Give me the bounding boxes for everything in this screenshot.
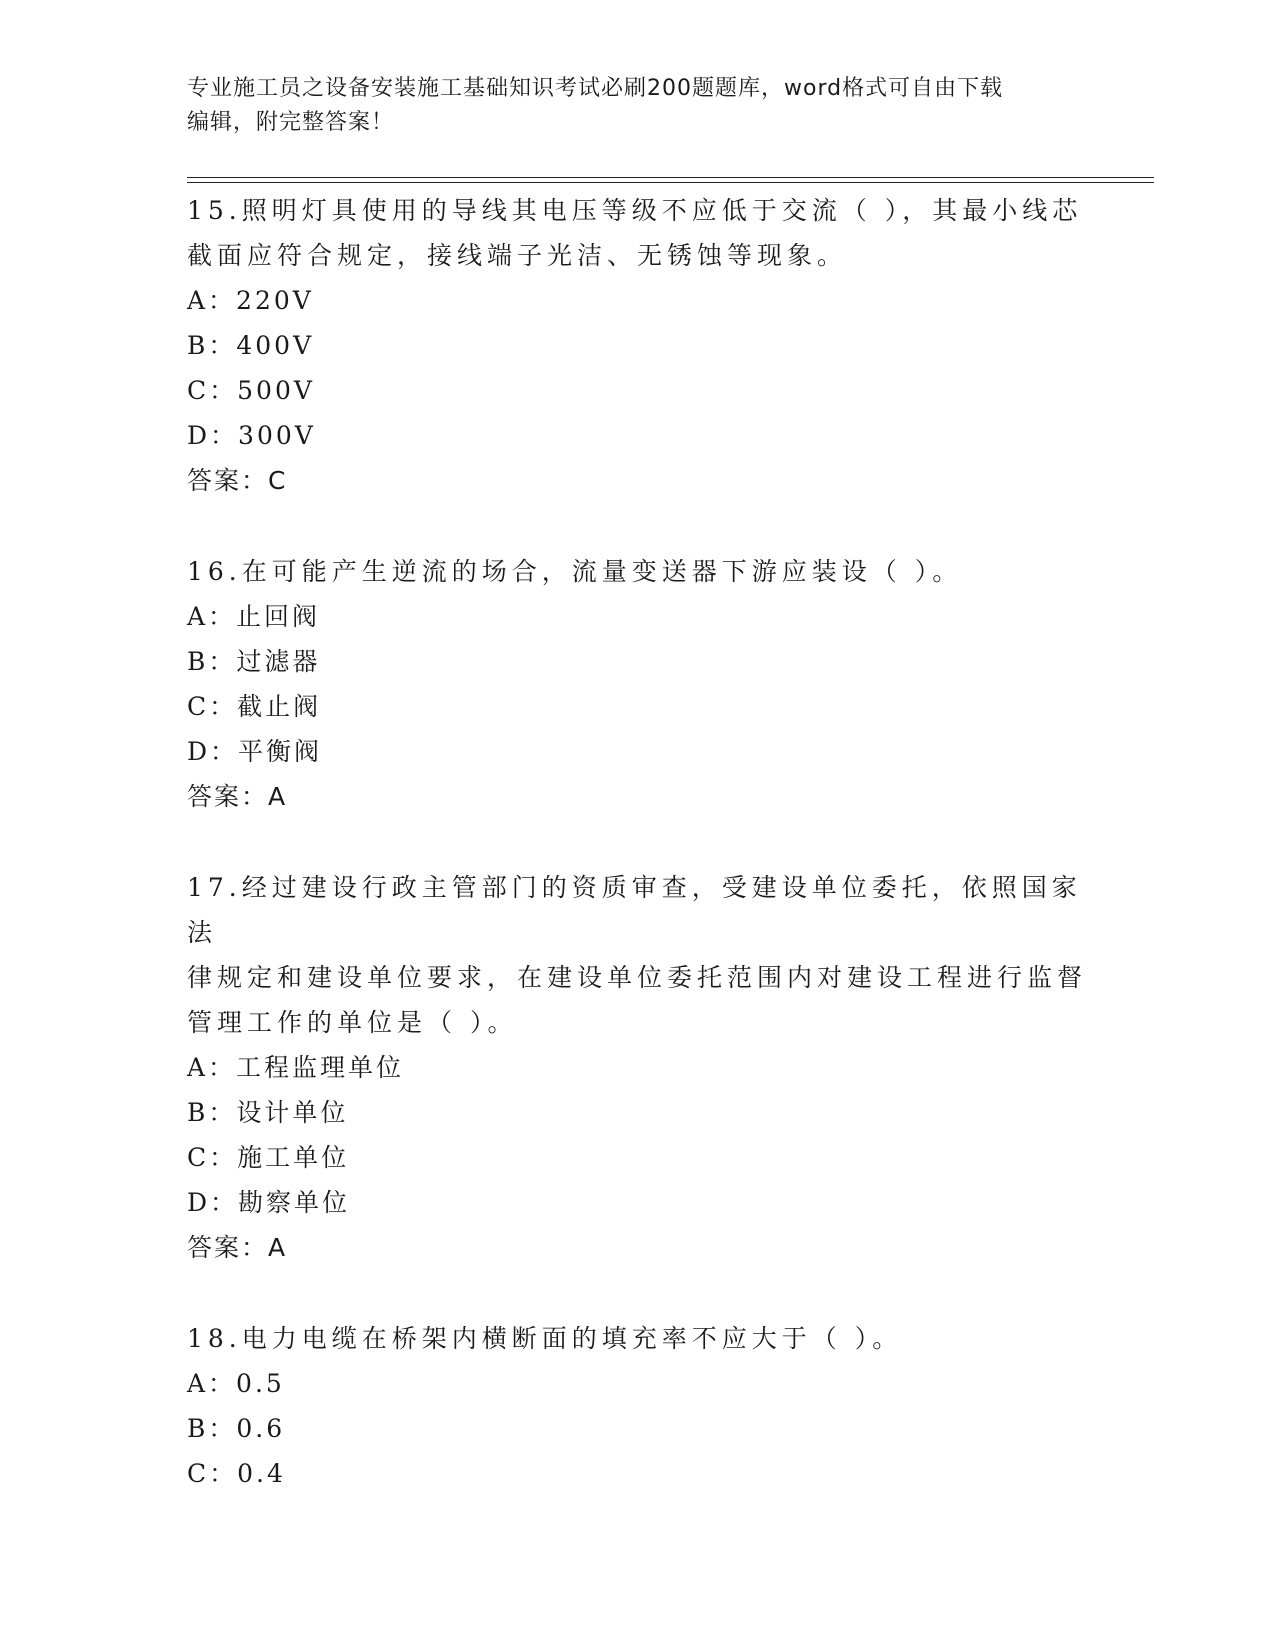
- question-17: [187, 865, 1087, 1270]
- option-b: B：0.6: [187, 1414, 286, 1443]
- question-stem-line: 管理工作的单位是（ ）。: [187, 1008, 518, 1037]
- document-header: [187, 72, 1067, 140]
- header-line-1: 专业施工员之设备安装施工基础知识考试必刷200题题库，word格式可自由下载: [187, 76, 1004, 101]
- question-stem-line: 18.电力电缆在桥架内横断面的填充率不应大于（ ）。: [187, 1324, 903, 1353]
- header-divider-bottom: [187, 182, 1154, 183]
- option-c: C：0.4: [187, 1459, 286, 1488]
- header-divider-top: [187, 177, 1154, 178]
- option-a: A：止回阀: [187, 602, 321, 631]
- answer: 答案：C: [187, 466, 288, 495]
- option-d: D：平衡阀: [187, 737, 323, 766]
- option-c: C：截止阀: [187, 692, 322, 721]
- answer: 答案：A: [187, 782, 288, 811]
- question-stem-line: 律规定和建设单位要求，在建设单位委托范围内对建设工程进行监督: [187, 963, 1088, 992]
- question-stem-line: 截面应符合规定，接线端子光洁、无锈蚀等现象。: [187, 241, 848, 270]
- question-18: [187, 1316, 1087, 1496]
- question-stem-line: 17.经过建设行政主管部门的资质审查，受建设单位委托，依照国家法: [187, 873, 1082, 947]
- option-a: A：工程监理单位: [187, 1053, 405, 1082]
- option-a: A：0.5: [187, 1369, 285, 1398]
- option-d: D：300V: [187, 421, 316, 450]
- option-c: C：施工单位: [187, 1143, 350, 1172]
- question-16: [187, 549, 1087, 819]
- option-d: D：勘察单位: [187, 1188, 351, 1217]
- option-c: C：500V: [187, 376, 315, 405]
- answer: 答案：A: [187, 1233, 288, 1262]
- option-a: A：220V: [187, 286, 314, 315]
- option-b: B：设计单位: [187, 1098, 349, 1127]
- question-15: [187, 188, 1087, 503]
- header-line-2: 编辑，附完整答案！: [187, 110, 395, 135]
- question-stem-line: 16.在可能产生逆流的场合，流量变送器下游应装设（ ）。: [187, 557, 963, 586]
- question-stem-line: 15.照明灯具使用的导线其电压等级不应低于交流（ ），其最小线芯: [187, 196, 1083, 225]
- option-b: B：400V: [187, 331, 315, 360]
- question-list: [187, 188, 1087, 1542]
- option-b: B：过滤器: [187, 647, 321, 676]
